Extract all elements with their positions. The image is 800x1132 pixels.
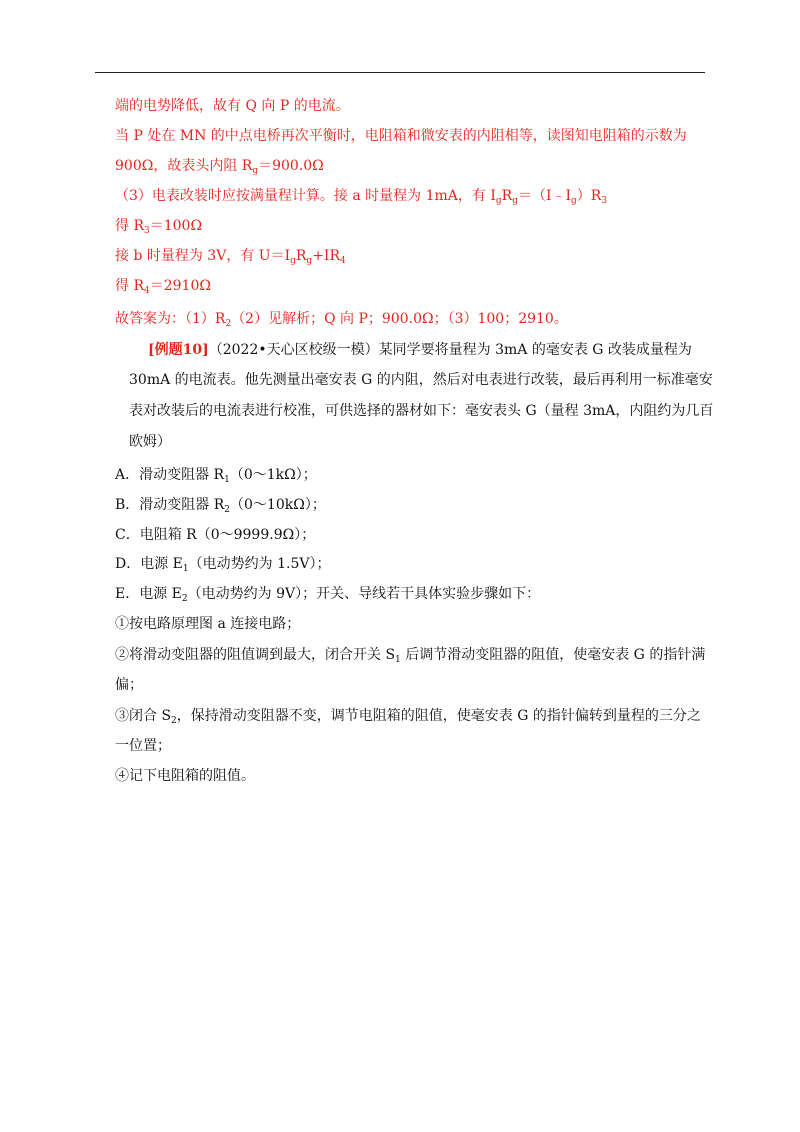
- example-line-3: 表对改装后的电流表进行校准，可供选择的器材如下：毫安表头 G（量程 3mA，内阻约为几百: [129, 403, 714, 419]
- option-d: D．电源 $E_1$（电动势约为 1.5V）；: [115, 556, 331, 574]
- step-2-cont: 偏；: [115, 677, 143, 693]
- step-4: ④记下电阻箱的阻值。: [115, 768, 255, 784]
- option-a: A．滑动变阻器 $R_1(0\sim 1k\Omega)$；: [115, 467, 317, 485]
- step-3: ③闭合 $S_2$，保持滑动变阻器不变，调节电阻箱的阻值，使毫安表 G 的指针偏转到量程的三分之: [115, 708, 701, 726]
- solution-line-6: 接 b 时量程为 3V，有 $U=I_gR_g+IR_4$: [115, 248, 346, 266]
- example-line-2: 30mA 的电流表。他先测量出毫安表 G 的内阻，然后对电表进行改装，最后再利用一标准毫安: [129, 372, 713, 388]
- solution-line-1: 端的电势降低，故有 Q 向 P 的电流。: [115, 98, 350, 114]
- example-line-4: 欧姆）: [129, 434, 171, 450]
- step-3-cont: 一位置；: [115, 738, 171, 754]
- header-rule: [95, 72, 705, 73]
- option-e: E．电源 $E_2$（电动势约为 9V）；开关、导线若干具体实验步骤如下：: [115, 586, 541, 604]
- solution-line-2: 当 P 处在 MN 的中点电桥再次平衡时，电阻箱和微安表的内阻相等，读图知电阻箱的示数为: [115, 128, 687, 144]
- step-2: ②将滑动变阻器的阻值调到最大，闭合开关 $S_1$ 后调节滑动变阻器的阻值，使毫安表 G 的指针满: [115, 647, 706, 665]
- step-1: ①按电路原理图 a 连接电路；: [115, 616, 301, 632]
- solution-line-5: 得 $R_3=100\Omega$: [115, 218, 203, 236]
- solution-answer: 故答案为：$(1)R_2(2)$见解析；Q 向 P；900.0Ω；（3）100；2910。: [115, 311, 568, 329]
- example-label: [例题10]: [148, 342, 209, 358]
- option-c: C．电阻箱 R（0～9999.9Ω）；: [115, 527, 316, 543]
- option-b: B．滑动变阻器 $R_2(0\sim 10k\Omega)$；: [115, 497, 326, 515]
- solution-line-7: 得 $R_4=2910\Omega$: [115, 278, 211, 296]
- solution-line-4: （3）电表改装时应按满量程计算。接 a 时量程为 1mA，有 $I_gR_g=(I﹣I_g)R_3$: [115, 188, 608, 206]
- example-line-1: [例题10]（2022•天心区校级一模）某同学要将量程为 3mA 的毫安表 G 改装成量程为: [148, 342, 692, 358]
- solution-line-3: 900Ω，故表头内阻 $R_g=900.0\Omega$: [115, 158, 324, 176]
